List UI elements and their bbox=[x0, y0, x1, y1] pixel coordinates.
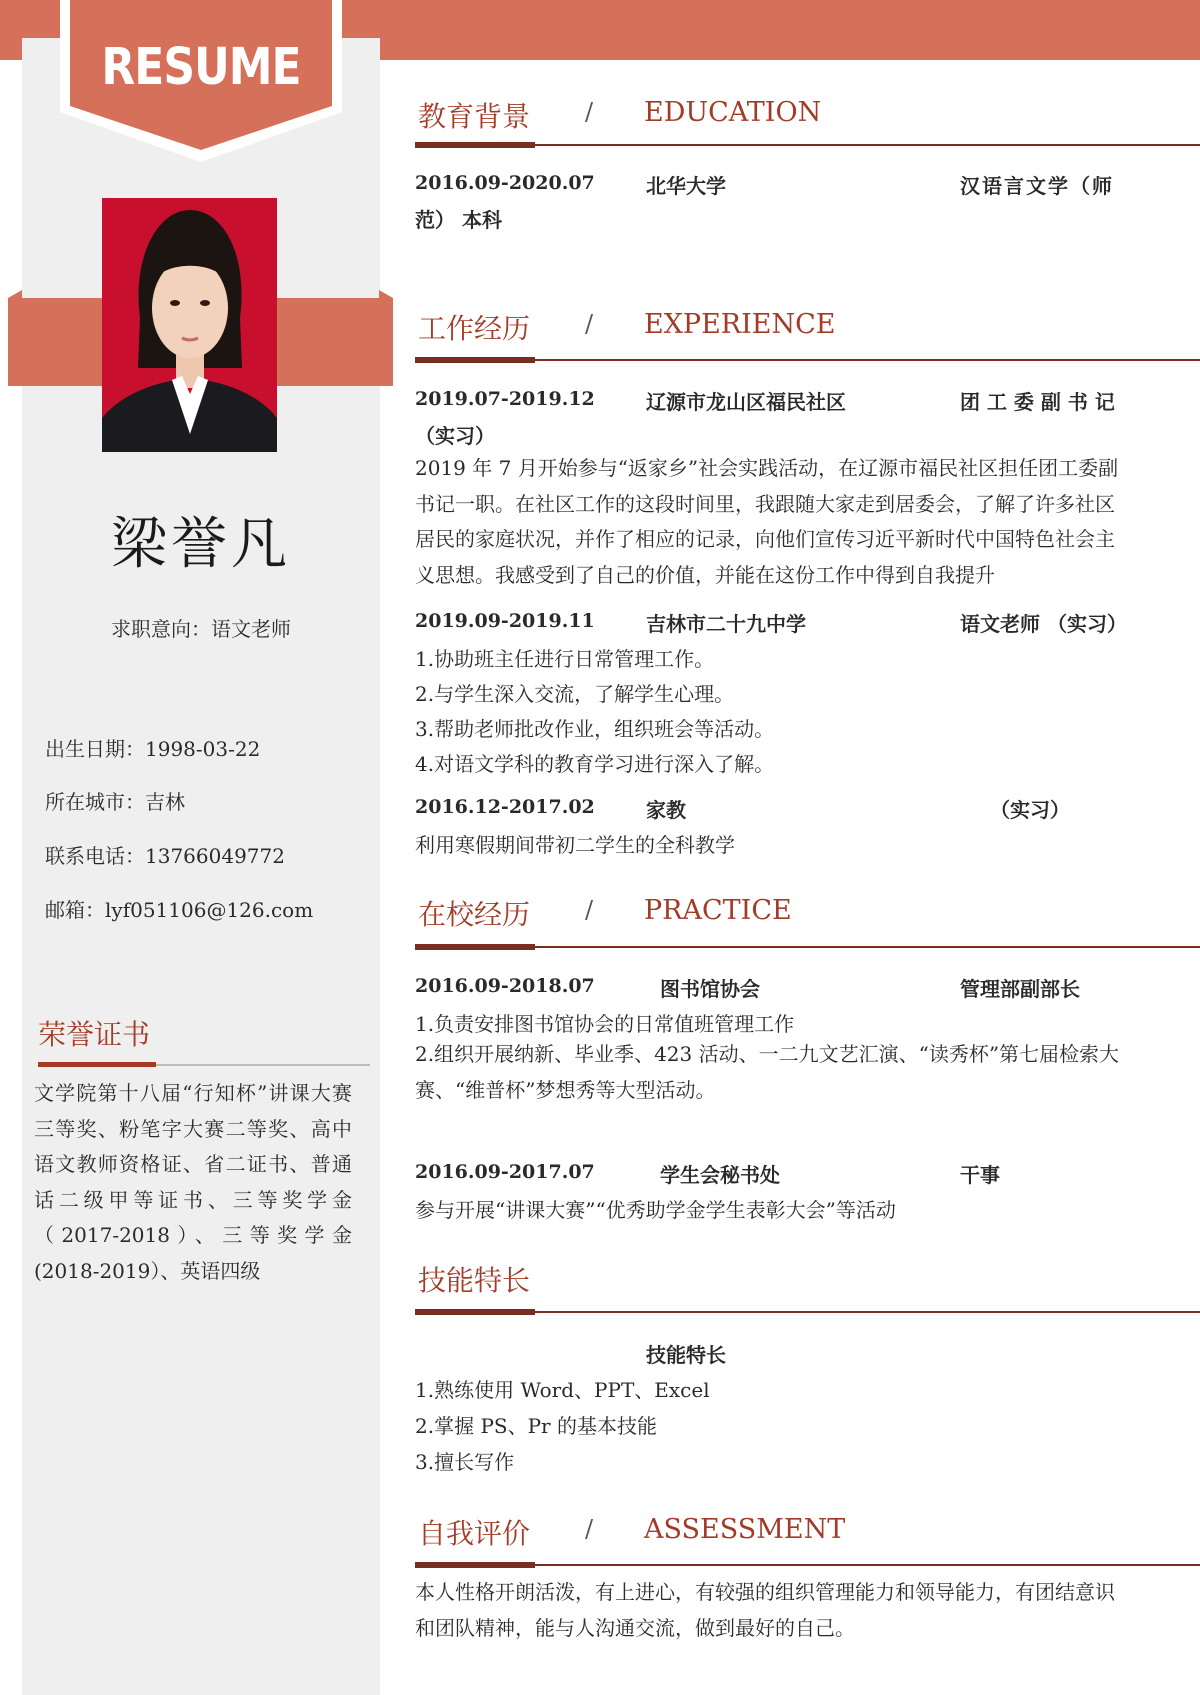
practice-slash: / bbox=[585, 896, 594, 924]
birth-date: 出生日期：1998-03-22 bbox=[45, 737, 261, 761]
education-title: 教育背景 bbox=[418, 100, 531, 133]
exp3-role: （实习） bbox=[990, 798, 1070, 822]
prac2-role: 干事 bbox=[960, 1163, 1000, 1187]
practice-title-en: PRACTICE bbox=[644, 895, 792, 926]
exp2-line-1: 1.协助班主任进行日常管理工作。 bbox=[415, 647, 715, 671]
exp3-date: 2016.12-2017.02 bbox=[415, 796, 595, 818]
skill-line-1: 1.熟练使用 Word、PPT、Excel bbox=[415, 1378, 710, 1402]
prac2-date: 2016.09-2017.07 bbox=[415, 1161, 595, 1183]
experience-rule-accent bbox=[415, 357, 535, 363]
honors-text: 文学院第十八届“行知杯”讲课大赛三等奖、粉笔字大赛二等奖、高中语文教师资格证、省二证书、普通话二级甲等证书、三等奖学金（2017-2018）、三等奖学金(2018-2019）、英语四级 bbox=[34, 1081, 352, 1283]
prac2-org: 学生会秘书处 bbox=[660, 1163, 780, 1187]
honors-rule-accent bbox=[38, 1062, 156, 1067]
prac1-line-1: 1.负责安排图书馆协会的日常值班管理工作 bbox=[415, 1012, 795, 1036]
exp1-role: 团 工 委 副 书 记 bbox=[960, 390, 1115, 414]
exp3-org: 家教 bbox=[646, 798, 686, 822]
prac1-org: 图书馆协会 bbox=[660, 977, 760, 1001]
education-school: 北华大学 bbox=[646, 174, 726, 198]
experience-title: 工作经历 bbox=[418, 312, 531, 345]
exp2-org: 吉林市二十九中学 bbox=[646, 612, 806, 636]
assessment-text: 本人性格开朗活泼，有上进心，有较强的组织管理能力和领导能力，有团结意识和团队精神，能与人沟通交流，做到最好的自己。 bbox=[415, 1580, 1115, 1640]
education-date: 2016.09-2020.07 bbox=[415, 172, 595, 194]
email: 邮箱：lyf051106@126.com bbox=[45, 898, 314, 922]
education-major: 汉语言文学（师 bbox=[960, 174, 1114, 198]
exp2-line-3: 3.帮助老师批改作业，组织班会等活动。 bbox=[415, 717, 775, 741]
exp1-date: 2019.07-2019.12 bbox=[415, 388, 595, 410]
phone: 联系电话：13766049772 bbox=[45, 844, 285, 868]
assessment-slash: / bbox=[585, 1515, 594, 1543]
skills-subtitle: 技能特长 bbox=[646, 1343, 726, 1367]
education-title-en: EDUCATION bbox=[644, 97, 822, 128]
exp1-desc: 2019 年 7 月开始参与“返家乡”社会实践活动，在辽源市福民社区担任团工委副书记一职。在社区工作的这段时间里，我跟随大家走到居委会，了解了许多社区居民的家庭状况，并作了相应的记录，向他们宣传习近平新时代中国特色社会主义思想。我感受到了自己的价值，并能在这份工作中得到自我提升 bbox=[415, 456, 1119, 587]
skill-line-2: 2.掌握 PS、Pr 的基本技能 bbox=[415, 1414, 657, 1438]
skill-line-3: 3.擅长写作 bbox=[415, 1450, 515, 1474]
education-rule-accent bbox=[415, 142, 535, 148]
practice-rule-accent bbox=[415, 944, 535, 950]
skills-rule-accent bbox=[415, 1309, 535, 1315]
assessment-title: 自我评价 bbox=[418, 1517, 531, 1550]
job-objective: 求职意向：语文老师 bbox=[111, 617, 291, 641]
exp1-org: 辽源市龙山区福民社区 bbox=[646, 390, 846, 414]
exp1-role-note: （实习） bbox=[415, 424, 495, 448]
exp2-date: 2019.09-2019.11 bbox=[415, 610, 595, 632]
skills-title: 技能特长 bbox=[418, 1264, 531, 1297]
experience-title-en: EXPERIENCE bbox=[644, 309, 836, 340]
photo-band-fold-right bbox=[379, 290, 393, 298]
exp3-desc: 利用寒假期间带初二学生的全科教学 bbox=[415, 833, 735, 857]
exp2-role: 语文老师 （实习） bbox=[960, 612, 1127, 636]
experience-slash: / bbox=[585, 310, 594, 338]
photo-band-fold-left bbox=[8, 290, 22, 298]
honors-title: 荣誉证书 bbox=[38, 1018, 151, 1051]
prac2-desc: 参与开展“讲课大赛”“优秀助学金学生表彰大会”等活动 bbox=[415, 1198, 896, 1222]
assessment-rule-accent bbox=[415, 1562, 535, 1568]
candidate-name: 梁誉凡 bbox=[111, 512, 291, 577]
prac1-role: 管理部副部长 bbox=[960, 977, 1080, 1001]
city: 所在城市：吉林 bbox=[45, 790, 185, 814]
resume-label: RESUME bbox=[101, 38, 301, 97]
exp2-line-4: 4.对语文学科的教育学习进行深入了解。 bbox=[415, 752, 775, 776]
practice-title: 在校经历 bbox=[418, 898, 531, 931]
education-slash: / bbox=[585, 98, 594, 126]
education-degree: 范） 本科 bbox=[415, 208, 502, 232]
prac1-line-2: 2.组织开展纳新、毕业季、423 活动、一二九文艺汇演、“读秀杯”第七届检索大赛、“维普杯”梦想秀等大型活动。 bbox=[415, 1042, 1120, 1102]
assessment-title-en: ASSESSMENT bbox=[644, 1514, 846, 1545]
exp2-line-2: 2.与学生深入交流，了解学生心理。 bbox=[415, 682, 735, 706]
profile-photo bbox=[102, 198, 277, 452]
prac1-date: 2016.09-2018.07 bbox=[415, 975, 595, 997]
